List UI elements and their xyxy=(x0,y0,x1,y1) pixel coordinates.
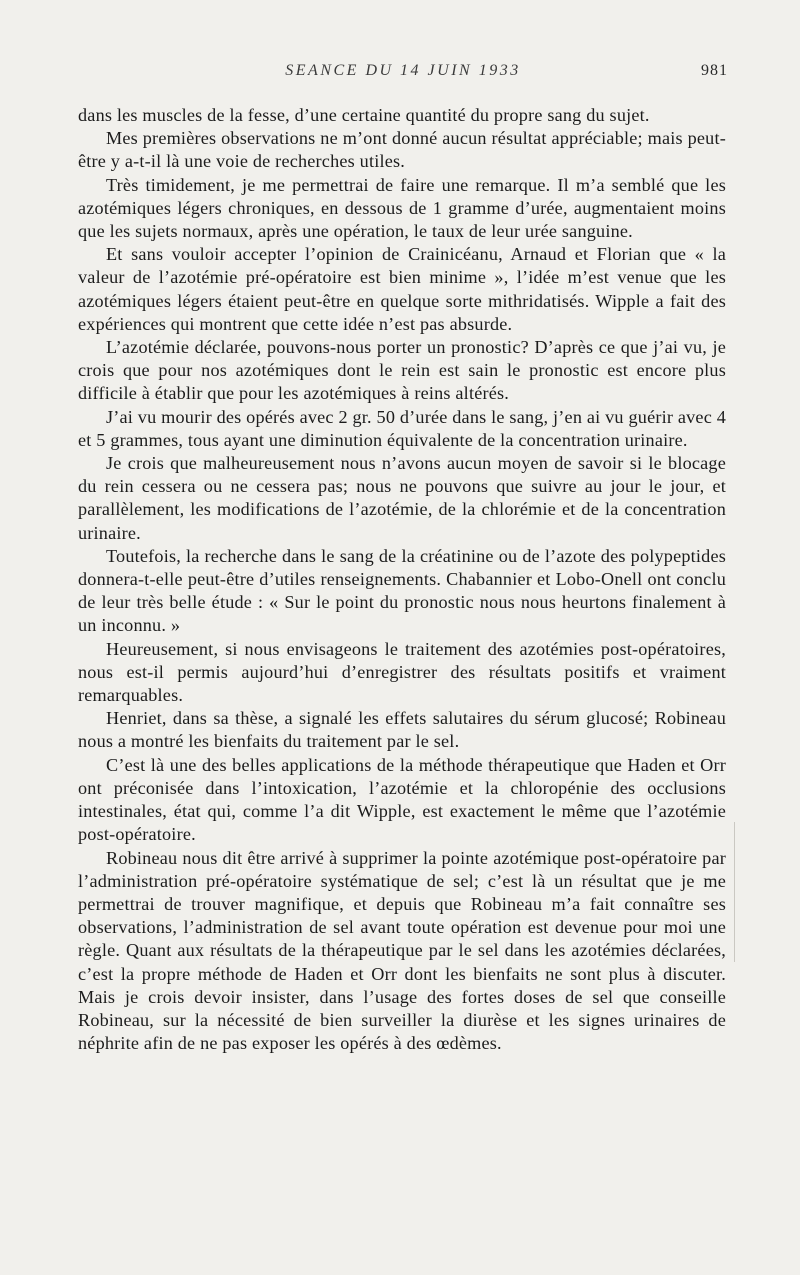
paragraph: L’azotémie déclarée, pouvons-nous porter un pronostic? D’après ce que j’ai vu, je crois que pour nos azotémiques dont le rein est sain le pronostic est encore plus difficile à établir que pour les azotémiques à reins altérés. xyxy=(78,337,726,404)
paragraph: Très timidement, je me permettrai de faire une remarque. Il m’a semblé que les azotémiques légers chroniques, en dessous de 1 gramme d’urée, augmentaient moins que les sujets normaux, après une opération, le taux de leur urée sanguine. xyxy=(78,174,726,242)
paragraph: Henriet, dans sa thèse, a signalé les effets salutaires du sérum glucosé; Robineau nous a montré les bienfaits du traitement par le sel. xyxy=(78,708,726,752)
paragraph: Mes premières observations ne m’ont donné aucun résultat appréciable; mais peut-être y a-t-il là une voie de recherches utiles. xyxy=(78,128,726,172)
body-text xyxy=(78,104,726,1055)
paragraph: Heureusement, si nous envisageons le traitement des azotémies post-opératoires, nous est-il permis aujourd’hui d’enregistrer des résultats positifs et vraiment remarquables. xyxy=(78,638,726,706)
paragraph: Toutefois, la recherche dans le sang de la créatinine ou de l’azote des polypeptides donnera-t-elle peut-être d’utiles renseignements. Chabannier et Lobo-Onell ont conclu de leur très belle étude : « Sur le point du pronostic nous nous heurtons finalement à un inconnu. » xyxy=(78,545,726,636)
paragraph: Je crois que malheureusement nous n’avons aucun moyen de savoir si le blocage du rein cessera ou ne cessera pas; nous ne pouvons que suivre au jour le jour, et parallèlement, les modifications de l’azotémie, de la chlorémie et de la concentration urinaire. xyxy=(78,453,726,543)
paragraph: J’ai vu mourir des opérés avec 2 gr. 50 d’urée dans le sang, j’en ai vu guérir avec 4 et 5 grammes, tous ayant une diminution équivalente de la concentration urinaire. xyxy=(78,406,727,450)
running-header xyxy=(78,62,728,86)
paragraph: C’est là une des belles applications de la méthode thérapeutique que Haden et Orr ont préconisée dans l’intoxication, l’azotémie et la chloropénie des occlusions intestinales, état qui, comme l’a dit Wipple, est exactement le même que l’azotémie post-opératoire. xyxy=(78,754,726,845)
paragraph-continuation: dans les muscles de la fesse, d’une certaine quantité du propre sang du sujet. xyxy=(78,105,650,125)
paragraph: Et sans vouloir accepter l’opinion de Crainicéanu, Arnaud et Florian que « la valeur de l’azotémie pré-opératoire est bien minime », l’idée m’est venue que les azotémiques légers étaient peut-être en quelque sorte mithridatisés. Wipple a fait des expériences qui montrent que cette idée n’est pas absurde. xyxy=(78,244,726,334)
paragraph: Robineau nous dit être arrivé à supprimer la pointe azotémique post-opératoire par l’administration pré-opératoire systématique de sel; c’est là un résultat que je me permettrai de trouver magnifique, et depuis que Robineau m’a fait connaître ses observations, l’administration de sel avant toute opération est devenue pour moi une règle. Quant aux résultats de la thérapeutique par le sel dans les azotémies déclarées, c’est la propre méthode de Haden et Orr dont les bienfaits ne sont plus à discuter. Mais je crois devoir insister, dans l’usage des fortes doses de sel que conseille Robineau, sur la nécessité de bien surveiller la diurèse et les signes urinaires de néphrite afin de ne pas exposer les opérés à des œdèmes. xyxy=(78,847,726,1054)
page-number: 981 xyxy=(701,62,728,79)
running-title: SEANCE DU 14 JUIN 1933 xyxy=(285,62,521,79)
margin-scan-mark xyxy=(734,822,738,962)
